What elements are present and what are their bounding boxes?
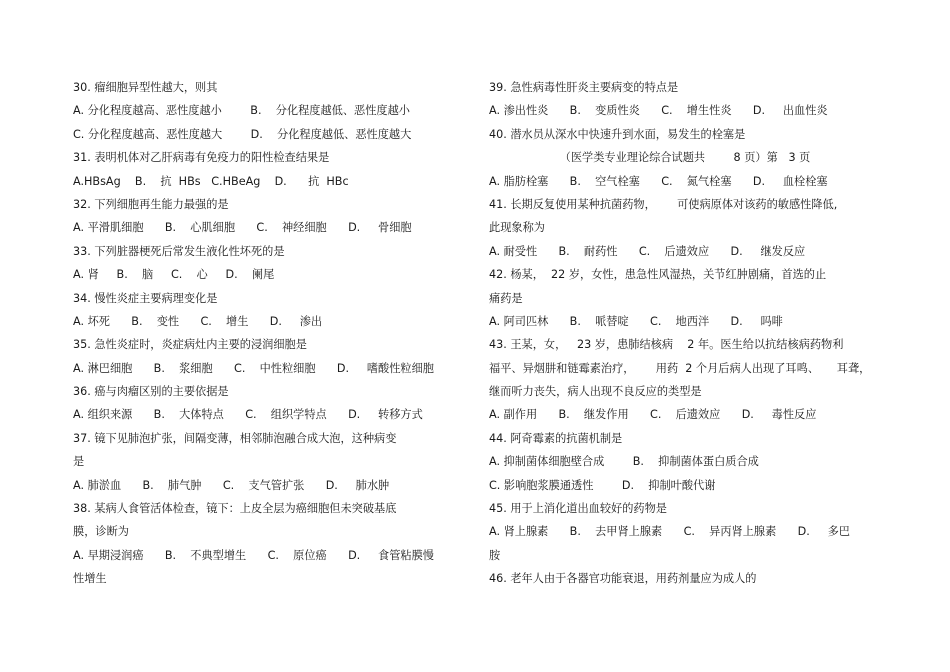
right-column-line: 此现象称为: [489, 221, 545, 235]
left-column-line: A. 组织来源 B. 大体特点 C. 组织学特点 D. 转移方式: [73, 408, 423, 422]
right-column-line: C. 影响胞浆膜通透性 D. 抑制叶酸代谢: [489, 478, 716, 492]
left-column-line: 31. 表明机体对乙肝病毒有免疫力的阳性检查结果是: [73, 151, 330, 165]
left-column-line: 33. 下列脏器梗死后常发生液化性坏死的是: [73, 244, 285, 258]
right-column-line: 痛药是: [489, 291, 523, 305]
right-column-line: A. 副作用 B. 继发作用 C. 后遗效应 D. 毒性反应: [489, 408, 817, 422]
right-column-line: 39. 急性病毒性肝炎主要病变的特点是: [489, 81, 679, 94]
right-column: [489, 76, 881, 591]
right-column-line: （医学类专业理论综合试题共 8 页）第 3 页: [559, 151, 811, 165]
right-column-line: A. 脂肪栓塞 B. 空气栓塞 C. 氮气栓塞 D. 血栓栓塞: [489, 174, 828, 188]
left-column-line: A. 淋巴细胞 B. 浆细胞 C. 中性粒细胞 D. 嗜酸性粒细胞: [73, 361, 434, 375]
left-column-line: 36. 癌与肉瘤区别的主要依据是: [73, 385, 229, 399]
left-column-line: 32. 下列细胞再生能力最强的是: [73, 197, 229, 211]
left-column-line: A.HBsAg B. 抗 HBs C.HBeAg D. 抗 HBc: [73, 174, 349, 188]
left-column-line: 37. 镜下见肺泡扩张，间隔变薄，相邻肺泡融合成大泡，这种病变: [73, 431, 397, 445]
right-column-line: A. 耐受性 B. 耐药性 C. 后遗效应 D. 继发反应: [489, 244, 806, 258]
left-column-line: 性增生: [73, 572, 107, 586]
left-column-line: C. 分化程度越高、恶性度越大 D. 分化程度越低、恶性度越大: [73, 127, 412, 141]
left-column-line: A. 分化程度越高、恶性度越小 B. 分化程度越低、恶性度越小: [73, 104, 410, 118]
left-column-line: A. 早期浸润癌 B. 不典型增生 C. 原位癌 D. 食管粘膜慢: [73, 548, 434, 562]
left-column-line: 30. 瘤细胞异型性越大，则其: [73, 81, 218, 94]
left-column-line: A. 坏死 B. 变性 C. 增生 D. 渗出: [73, 314, 323, 328]
left-column-line: A. 肾 B. 脑 C. 心 D. 阑尾: [73, 268, 275, 282]
right-column-line: A. 渗出性炎 B. 变质性炎 C. 增生性炎 D. 出血性炎: [489, 104, 828, 118]
left-column-line: 38. 某病人食管活体检查，镜下：上皮全层为癌细胞但未突破基底: [73, 502, 397, 516]
right-column-line: 41. 长期反复使用某种抗菌药物， 可使病原体对该药的敏感性降低,: [489, 197, 838, 211]
right-column-line: 福平、异烟肼和链霉素治疗， 用药 2 个月后病人出现了耳鸣、 耳聋，: [489, 361, 871, 375]
right-column-line: 继而听力丧失，病人出现不良反应的类型是: [489, 385, 702, 399]
right-column-line: 40. 潜水员从深水中快速升到水面，易发生的栓塞是: [489, 127, 746, 141]
right-column-line: 45. 用于上消化道出血较好的药物是: [489, 502, 667, 516]
right-column-line: 胺: [489, 548, 501, 562]
right-column-line: A. 抑制菌体细胞壁合成 B. 抑制菌体蛋白质合成: [489, 455, 759, 469]
left-column-line: 是: [73, 455, 85, 469]
left-column-line: A. 肺淤血 B. 肺气肿 C. 支气管扩张 D. 肺水肿: [73, 478, 390, 492]
right-column-line: 42. 杨某， 22 岁，女性，患急性风湿热，关节红肿剧痛，首选的止: [489, 268, 827, 282]
right-column-line: A. 阿司匹林 B. 哌替啶 C. 地西泮 D. 吗啡: [489, 314, 783, 328]
left-column-line: 34. 慢性炎症主要病理变化是: [73, 291, 218, 305]
right-column-line: A. 肾上腺素 B. 去甲肾上腺素 C. 异丙肾上腺素 D. 多巴: [489, 525, 850, 539]
right-column-line: 46. 老年人由于各器官功能衰退，用药剂量应为成人的: [489, 572, 757, 586]
left-column-line: 35. 急性炎症时，炎症病灶内主要的浸润细胞是: [73, 338, 307, 352]
right-column-line: 44. 阿奇霉素的抗菌机制是: [489, 431, 623, 445]
right-column-line: 43. 王某，女， 23 岁，患肺结核病 2 年。医生给以抗结核病药物利: [489, 338, 844, 352]
left-column-line: A. 平滑肌细胞 B. 心肌细胞 C. 神经细胞 D. 骨细胞: [73, 221, 412, 235]
left-column: [73, 76, 473, 591]
left-column-line: 膜，诊断为: [73, 525, 129, 539]
